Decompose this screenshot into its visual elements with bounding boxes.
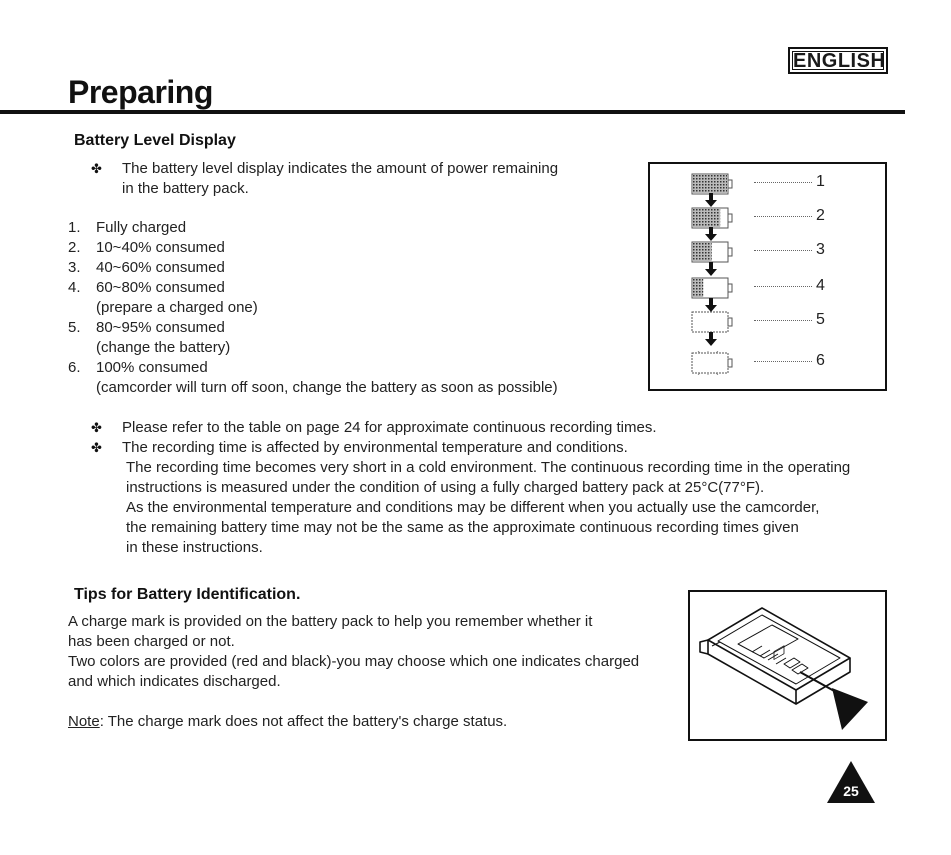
- leader-dots: [754, 286, 812, 287]
- note-text: Please refer to the table on page 24 for approximate continuous recording times.: [122, 419, 657, 436]
- page-number-badge: [827, 761, 875, 803]
- page-number: 25: [843, 783, 859, 799]
- level-sub-5: (change the battery): [96, 339, 231, 356]
- level-item-5: [68, 318, 628, 338]
- indicator-row-2: [650, 204, 885, 234]
- level-number: 6.: [68, 359, 81, 376]
- indicator-row-5: [650, 308, 885, 338]
- level-number: 2.: [68, 239, 81, 256]
- indicator-number: 5: [816, 311, 825, 328]
- level-label: 40~60% consumed: [96, 259, 225, 276]
- page-title: Preparing: [68, 74, 213, 110]
- leader-dots: [754, 250, 812, 251]
- note-line: in these instructions.: [126, 539, 263, 556]
- tips-body: [68, 612, 668, 732]
- indicator-number: 1: [816, 173, 825, 190]
- level-label: 60~80% consumed: [96, 279, 225, 296]
- intro-line-1: The battery level display indicates the amount of power remaining: [122, 160, 559, 177]
- battery-level-list: [68, 218, 628, 398]
- indicator-number: 3: [816, 241, 825, 258]
- leader-dots: [754, 182, 812, 183]
- tips-line: Two colors are provided (red and black)-you may choose which one indicates charged: [68, 653, 640, 670]
- level-number: 4.: [68, 279, 81, 296]
- language-badge: [788, 47, 888, 74]
- note-text: The recording time is affected by environmental temperature and conditions.: [122, 439, 628, 456]
- tips-heading: Tips for Battery Identification.: [74, 586, 301, 603]
- indicator-number: 4: [816, 277, 825, 294]
- language-label: ENGLISH: [793, 50, 886, 72]
- level-number: 5.: [68, 319, 81, 336]
- note-line: The recording time becomes very short in a cold environment. The continuous recording time in the operating: [126, 459, 851, 476]
- level-sub-4: (prepare a charged one): [96, 299, 258, 316]
- down-arrow-icon: [705, 332, 717, 346]
- level-label: 10~40% consumed: [96, 239, 225, 256]
- battery-level-icon: [690, 240, 734, 264]
- leader-dots: [754, 216, 812, 217]
- level-item-4: [68, 278, 628, 298]
- intro-bullet: [90, 159, 610, 199]
- battery-indicator-panel: [648, 162, 887, 391]
- recording-notes: [90, 418, 910, 558]
- level-label: 100% consumed: [96, 359, 208, 376]
- level-item-1: [68, 218, 628, 238]
- battery-level-icon: [690, 276, 734, 300]
- indicator-number: 6: [816, 352, 825, 369]
- level-item-2: [68, 238, 628, 258]
- note-item-2: [90, 438, 910, 458]
- note-line: As the environmental temperature and conditions may be different when you actually use the camcorder,: [126, 499, 820, 516]
- title-divider: [0, 110, 905, 114]
- leader-dots: [754, 320, 812, 321]
- triangle-page-badge: [827, 761, 875, 803]
- indicator-row-6: [650, 349, 885, 379]
- level-number: 1.: [68, 219, 81, 236]
- indicator-number: 2: [816, 207, 825, 224]
- battery-level-icon: [690, 310, 734, 334]
- battery-pack-illustration: [690, 592, 885, 739]
- level-label: 80~95% consumed: [96, 319, 225, 336]
- indicator-row-1: [650, 170, 885, 200]
- tips-line: and which indicates discharged.: [68, 673, 281, 690]
- four-leaf-bullet-icon: ✤: [91, 161, 102, 176]
- leader-dots: [754, 361, 812, 362]
- note-line: instructions is measured under the condition of using a fully charged battery pack at 25°C(77°F).: [126, 479, 765, 496]
- tips-line: A charge mark is provided on the battery pack to help you remember whether it: [68, 613, 593, 630]
- level-sub-6: (camcorder will turn off soon, change the battery as soon as possible): [96, 379, 558, 396]
- note-line: the remaining battery time may not be the same as the approximate continuous recording times given: [126, 519, 799, 536]
- level-item-6: [68, 358, 628, 378]
- battery-pack-panel: [688, 590, 887, 741]
- note-label: Note: [68, 713, 100, 730]
- intro-line-2: in the battery pack.: [122, 180, 249, 197]
- charge-note: [68, 712, 668, 732]
- battery-level-icon: [690, 351, 734, 375]
- note-item-1: [90, 418, 910, 438]
- battery-level-heading: Battery Level Display: [74, 132, 236, 149]
- indicator-row-3: [650, 238, 885, 268]
- four-leaf-bullet-icon: ✤: [91, 440, 102, 455]
- note-body: : The charge mark does not affect the battery's charge status.: [99, 713, 508, 730]
- tips-line: has been charged or not.: [68, 633, 235, 650]
- four-leaf-bullet-icon: ✤: [91, 420, 102, 435]
- level-item-3: [68, 258, 628, 278]
- level-number: 3.: [68, 259, 81, 276]
- level-label: Fully charged: [96, 219, 187, 236]
- indicator-row-4: [650, 274, 885, 304]
